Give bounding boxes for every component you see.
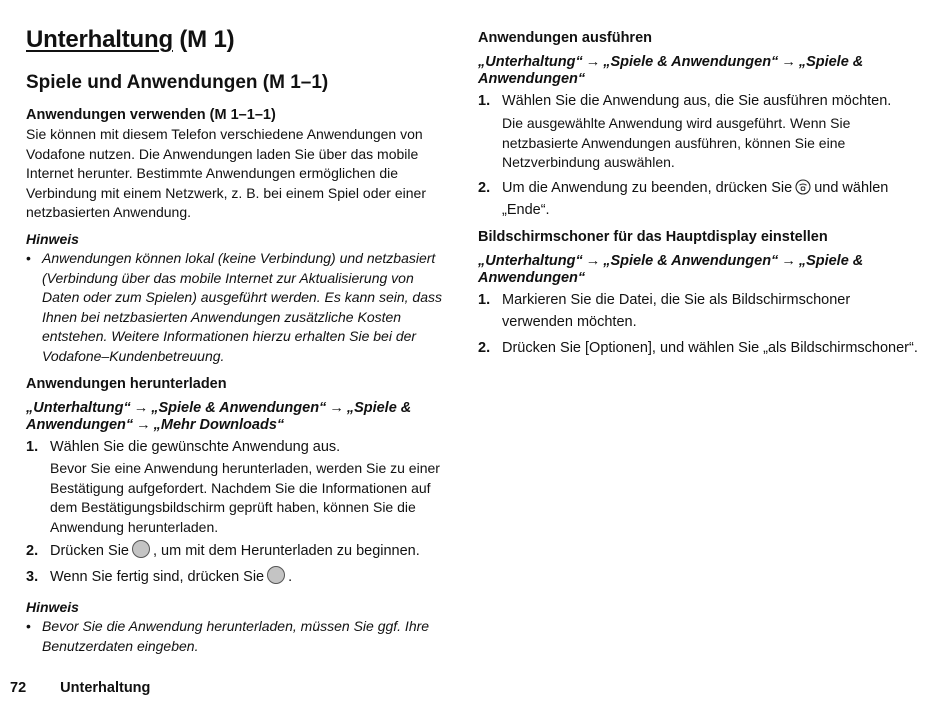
step-text: .	[288, 569, 293, 586]
hint-text	[26, 249, 448, 367]
step-text: Drücken Sie	[50, 543, 129, 560]
path-item: „Spiele & Anwendungen“	[603, 253, 779, 269]
step-number: 2.	[478, 179, 491, 196]
page-title-main: Unterhaltung	[26, 26, 173, 53]
hint-block-2	[26, 598, 448, 656]
path-item: „Spiele & Anwendungen“	[26, 400, 412, 433]
step-text: Wählen Sie die gewünschte Anwendung aus.	[50, 439, 341, 455]
hint-block-1	[26, 230, 448, 367]
step-number: 1.	[478, 292, 491, 308]
step-2	[478, 337, 923, 359]
step-number: 1.	[478, 93, 491, 109]
page-footer	[10, 680, 150, 696]
path-item: „Unterhaltung“	[478, 54, 583, 70]
center-key-icon	[267, 566, 285, 584]
path-item: „Spiele & Anwendungen“	[603, 54, 779, 70]
step-2	[26, 540, 448, 562]
path-arrow: →	[585, 54, 601, 70]
step-number: 2.	[478, 340, 491, 356]
bullet: •	[26, 618, 31, 634]
download-section	[26, 375, 448, 588]
step-3	[26, 566, 448, 588]
run-apps-heading: Anwendungen ausführen	[478, 30, 652, 46]
page-number: 72	[10, 680, 27, 696]
step-text: Wählen Sie die Anwendung aus, die Sie ausführen möchten.	[502, 93, 892, 109]
path-item: „Unterhaltung“	[26, 400, 131, 416]
page-title	[26, 26, 234, 54]
use-apps-heading: Anwendungen verwenden (M 1–1–1)	[26, 107, 276, 123]
run-apps-section	[478, 29, 923, 221]
use-apps-body: Sie können mit diesem Telefon verschiedene Anwendungen von Vodafone nutzen. Die Anwendungen laden Sie über das mobile Internet herunter. Bestimmte Anwendungen ermöglichen die Verbindung mit einem Netzwerk, z. B. bei einem Spiel oder einer netzbasierten Anwendung.	[26, 126, 426, 221]
section-title: Spiele und Anwendungen (M 1–1)	[26, 72, 329, 93]
step-1-detail: Die ausgewählte Anwendung wird ausgeführt. Wenn Sie netzbasierte Anwendungen ausführen, können Sie eine Netzverbindung auswählen.	[502, 115, 851, 171]
step-text: Markieren Sie die Datei, die Sie als Bildschirmschoner verwenden möchten.	[502, 292, 851, 330]
path-item: „Spiele & Anwendungen“	[151, 400, 327, 416]
path-arrow: →	[585, 253, 601, 269]
step-number: 1.	[26, 439, 39, 455]
screensaver-heading: Bildschirmschoner für das Hauptdisplay einstellen	[478, 229, 828, 245]
page-title-code: (M 1)	[179, 26, 235, 53]
path-item: „Spiele & Anwendungen“	[478, 253, 864, 286]
step-text: Drücken Sie [Optionen], und wählen Sie „als Bildschirmschoner“.	[502, 340, 918, 356]
path-item: „Spiele & Anwendungen“	[478, 54, 864, 87]
path-item: „Mehr Downloads“	[153, 417, 285, 433]
step-1	[478, 90, 923, 112]
hint-text	[26, 617, 448, 656]
step-1	[478, 289, 923, 333]
download-heading: Anwendungen herunterladen	[26, 376, 227, 392]
footer-section-title: Unterhaltung	[60, 680, 151, 696]
hint-title: Hinweis	[26, 599, 79, 615]
hint-text-content: Bevor Sie die Anwendung herunterladen, müssen Sie ggf. Ihre Benutzerdaten eingeben.	[42, 618, 430, 654]
hint-text-content: Anwendungen können lokal (keine Verbindung) und netzbasiert (Verbindung über das mobile Internet zur Aktualisierung von Daten oder zum Spielen) ausgeführt werden. Es kann sein, dass Ihnen bei netzbasierten Anwendungen zusätzliche Kosten entstehen. Weitere Informationen hierzu erhalten Sie bei der Vodafone–Kundenbetreuung.	[42, 250, 443, 364]
screensaver-section	[478, 228, 923, 359]
center-key-icon	[132, 540, 150, 558]
bullet: •	[26, 250, 31, 266]
step-number: 3.	[26, 569, 39, 586]
step-text: und wählen „Ende“.	[502, 179, 889, 218]
step-text: Um die Anwendung zu beenden, drücken Sie	[502, 179, 793, 196]
menu-path	[478, 253, 923, 287]
path-arrow: →	[781, 253, 796, 269]
path-arrow: →	[133, 400, 149, 416]
step-1	[26, 436, 448, 458]
menu-path	[478, 54, 923, 88]
path-arrow: →	[136, 417, 151, 433]
step-text: , um mit dem Herunterladen zu beginnen.	[152, 543, 420, 560]
step-2	[478, 177, 923, 221]
step-1-detail: Bevor Sie eine Anwendung herunterladen, werden Sie zu einer Bestätigung aufgefordert. Nachdem Sie die Informationen auf dem Bestätigungsbildschirm geprüft haben, können Sie die Anwendung herunterladen.	[50, 460, 440, 535]
use-apps-section	[26, 106, 448, 223]
path-arrow: →	[329, 400, 344, 416]
end-key-icon	[795, 179, 811, 195]
path-item: „Unterhaltung“	[478, 253, 583, 269]
menu-path	[26, 400, 448, 434]
hint-title: Hinweis	[26, 231, 79, 247]
path-arrow: →	[781, 54, 796, 70]
step-text: Wenn Sie fertig sind, drücken Sie	[50, 569, 265, 586]
step-number: 2.	[26, 543, 39, 560]
